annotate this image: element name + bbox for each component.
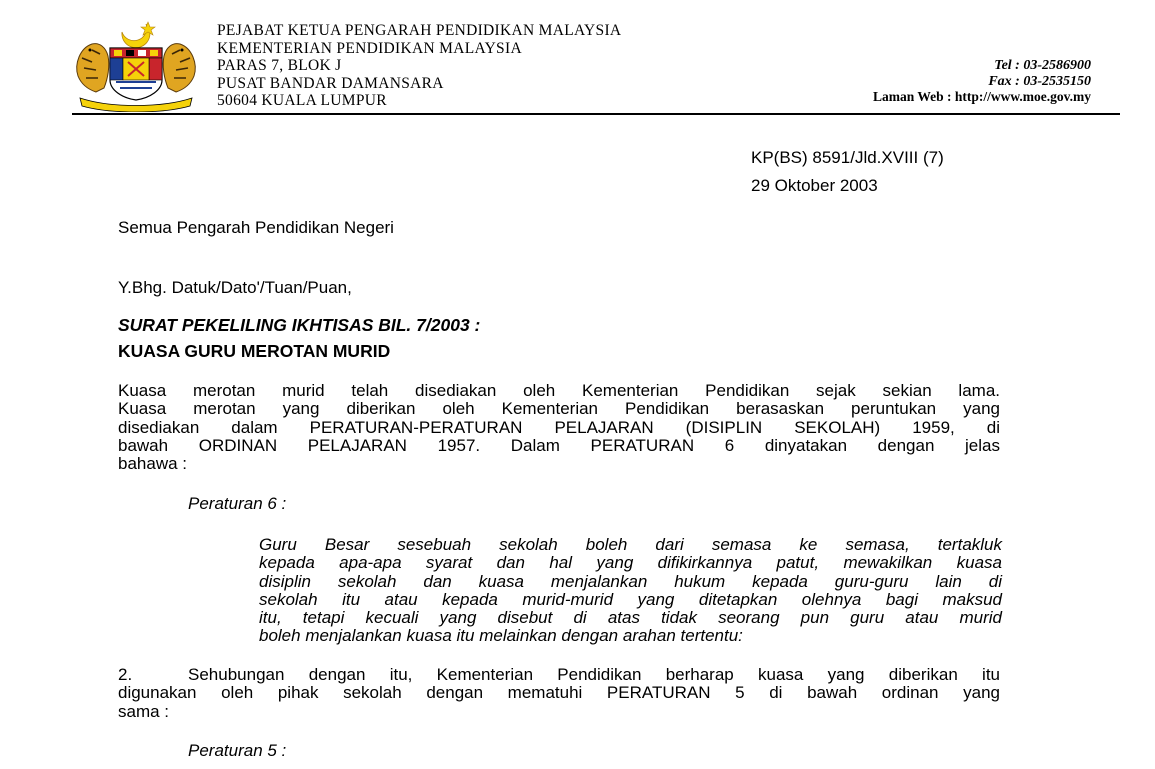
quote-line: disiplin sekolah dan kuasa menjalankan hukum kepada guru-guru lain di	[259, 571, 1002, 591]
address-line: PEJABAT KETUA PENGARAH PENDIDIKAN MALAYSIA	[217, 22, 622, 39]
salutation: Y.Bhg. Datuk/Dato'/Tuan/Puan,	[118, 278, 352, 297]
reference-number: KP(BS) 8591/Jld.XVIII (7)	[751, 148, 944, 167]
paragraph-line: Kuasa merotan yang diberikan oleh Kementerian Pendidikan berasaskan peruntukan yang	[118, 399, 1000, 419]
letterhead-address	[217, 22, 621, 110]
website-url: Laman Web : http://www.moe.gov.my	[872, 89, 1091, 104]
quote-line: kepada apa-apa syarat dan hal yang difikirkannya patut, mewakilkan kuasa	[259, 553, 1002, 573]
quote-line: sekolah itu atau kepada murid-murid yang ditetapkan olehnya bagi maksud	[259, 589, 1002, 609]
address-line: 50604 KUALA LUMPUR	[217, 92, 387, 109]
paragraph-line: Kuasa merotan murid telah disediakan oleh Kementerian Pendidikan sejak sekian lama.	[118, 381, 1000, 400]
circular-subject: KUASA GURU MEROTAN MURID	[118, 341, 391, 361]
quote-line: itu, tetapi kecuali yang disebut di atas tidak seorang pun guru atau murid	[259, 608, 1002, 628]
letterhead-contact	[873, 58, 1091, 105]
reference-block	[751, 144, 944, 200]
paragraph-number: 2.	[118, 665, 133, 684]
paragraph-1	[118, 382, 1000, 473]
quote-line: Guru Besar sesebuah sekolah boleh dari semasa ke semasa, tertakluk	[259, 535, 1002, 554]
paragraph-text: Sehubungan dengan itu, Kementerian Pendidikan berharap kuasa yang diberikan itu	[188, 665, 1000, 684]
letter-date: 29 Oktober 2003	[751, 176, 878, 195]
regulation-6-heading: Peraturan 6 :	[188, 494, 287, 513]
letterhead-divider	[72, 113, 1120, 115]
paragraph-line: bahawa :	[118, 454, 187, 474]
paragraph-line: disediakan dalam PERATURAN-PERATURAN PELAJARAN (DISIPLIN SEKOLAH) 1959, di	[118, 417, 1000, 437]
malaysia-coat-of-arms-logo	[70, 18, 202, 112]
regulation-5-heading: Peraturan 5 :	[188, 741, 287, 760]
regulation-6-quote	[259, 536, 1002, 646]
paragraph-line: digunakan oleh pihak sekolah dengan mematuhi PERATURAN 5 di bawah ordinan yang	[118, 683, 1000, 703]
quote-line: boleh menjalankan kuasa itu melainkan dengan arahan tertentu:	[259, 626, 743, 646]
fax-number: Fax : 03-2535150	[988, 73, 1091, 89]
address-line: KEMENTERIAN PENDIDIKAN MALAYSIA	[217, 39, 522, 57]
address-line: PARAS 7, BLOK J	[217, 57, 342, 74]
letterhead	[0, 0, 1155, 118]
paragraph-line: sama :	[118, 701, 170, 721]
telephone-number: Tel : 03-2586900	[994, 58, 1091, 73]
paragraph-line: bawah ORDINAN PELAJARAN 1957. Dalam PERATURAN 6 dinyatakan dengan jelas	[118, 435, 1000, 455]
recipient: Semua Pengarah Pendidikan Negeri	[118, 218, 394, 237]
paragraph-2	[118, 666, 1000, 721]
address-line: PUSAT BANDAR DAMANSARA	[217, 74, 444, 92]
circular-title: SURAT PEKELILING IKHTISAS BIL. 7/2003 :	[118, 315, 481, 335]
paragraph-line	[118, 666, 1000, 684]
